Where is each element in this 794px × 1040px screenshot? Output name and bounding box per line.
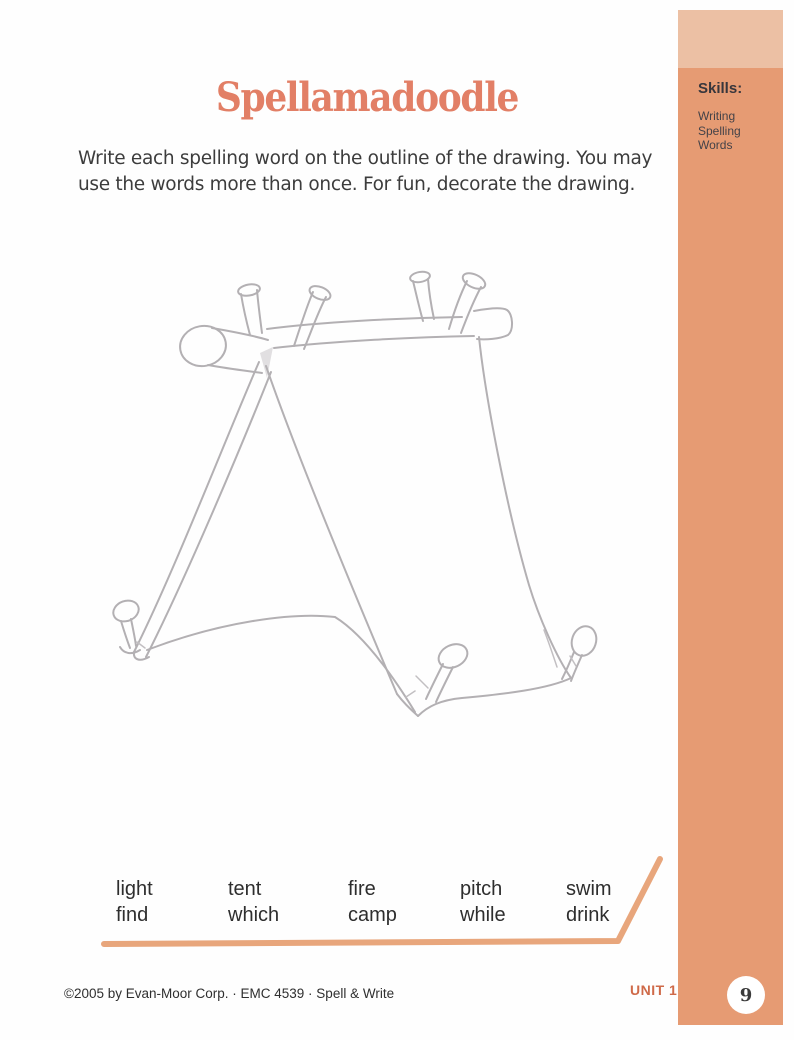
skill-line: Writing xyxy=(698,109,736,123)
skills-heading: Skills: xyxy=(698,80,743,97)
word-list xyxy=(0,876,678,936)
page-number-badge xyxy=(727,976,765,1014)
word-column xyxy=(116,876,153,928)
word-column xyxy=(566,876,612,928)
word-item: light xyxy=(116,878,153,900)
word-item: tent xyxy=(228,878,262,900)
word-column xyxy=(460,876,506,928)
skills-block xyxy=(698,80,776,153)
skills-sidebar xyxy=(678,10,783,1025)
word-item: while xyxy=(460,904,506,926)
tent-line-drawing-icon xyxy=(100,250,640,730)
sidebar-top-band xyxy=(678,10,783,68)
page-title: Spellamadoodle xyxy=(215,74,519,121)
skill-line: Words xyxy=(698,138,733,152)
instructions-line-1: Write each spelling word on the outline of the drawing. You may xyxy=(78,148,653,169)
skill-line: Spelling xyxy=(698,123,741,138)
word-item: find xyxy=(116,904,149,926)
instructions-line-2: use the words more than once. For fun, decorate the drawing. xyxy=(78,174,636,195)
footer-copyright: ©2005 by Evan-Moor Corp. · EMC 4539 · Spell & Write xyxy=(64,986,395,1001)
page-number: 9 xyxy=(739,984,753,1006)
word-item: camp xyxy=(348,904,397,926)
word-item: drink xyxy=(566,904,610,926)
word-item: which xyxy=(228,904,280,926)
word-item: pitch xyxy=(460,878,503,900)
word-item: fire xyxy=(348,878,376,900)
instructions xyxy=(78,146,652,198)
word-column xyxy=(348,876,397,928)
word-item: swim xyxy=(566,878,612,900)
word-column xyxy=(228,876,279,928)
unit-label: UNIT 1 xyxy=(630,982,678,998)
